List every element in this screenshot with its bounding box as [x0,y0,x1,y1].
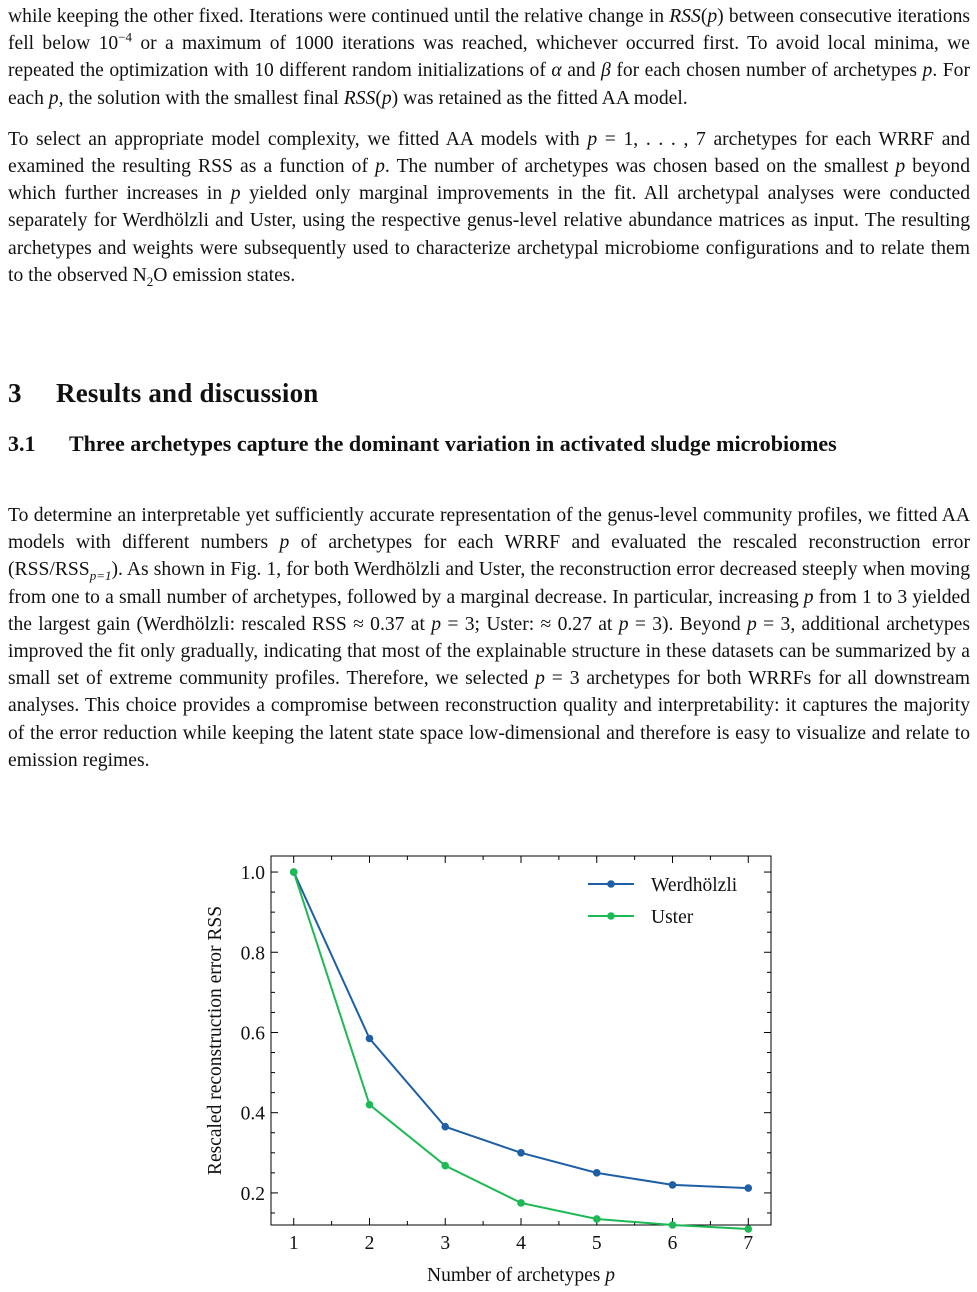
y-tick-label: 1.0 [240,863,265,885]
x-tick-label: 5 [591,1233,602,1254]
plot-frame [271,856,771,1225]
y-tick-label: 0.4 [240,1103,265,1125]
data-point [441,1123,449,1131]
paragraph-1: while keeping the other fixed. Iterations were continued until the relative change in RSS(p) between consecutive iterations fell below $10^{-4}$ or a maximum of 1000 iterations was reached, whichever occurred first. To avoid local minima, we repeated the optimization with 10 different random initializations of α and β for each chosen number of archetypes p. For each p, the solution with the smallest final RSS(p) was retained as the fitted AA model. [8,6,970,109]
paragraph-3: To determine an interpretable yet sufficiently accurate representation of the genus-level community profiles, we fitted AA models with different numbers p of archetypes for each WRRF and evaluated the rescaled reconstruction error $(RSS/RSS_{p=1})$. As shown in Fig. 1, for both Werdhölzli and Uster, the reconstruction error decreased steeply when moving from one to a small number of archetypes, followed by a marginal decrease. In particular, increasing p from 1 to 3 yielded the largest gain (Werdhölzli: rescaled RSS ≈ 0.37 at p = 3; Uster: ≈ 0.27 at p = 3). Beyond p = 3, additional archetypes improved the fit only gradually, indicating that most of the explainable structure in these datasets can be summarized by a small set of extreme community profiles. Therefore, we selected p = 3 archetypes for both WRRFs for all downstream analyses. This choice provides a compromise between reconstruction quality and interpretability: it captures the majority of the error reduction while keeping the latent state space low-dimensional and therefore is easy to visualize and relate to emission regimes. [8,505,971,771]
data-point [366,1101,374,1109]
data-point [366,1035,374,1043]
y-tick-label: 0.8 [240,943,265,965]
paper-page [8,0,971,771]
data-point [593,1215,601,1223]
data-point [441,1162,449,1170]
x-axis-label: Number of archetypes p [427,1265,615,1286]
data-point [744,1225,752,1233]
data-point [517,1149,525,1157]
x-tick-label: 1 [288,1233,299,1254]
x-axis-label-variable: p [605,1265,615,1286]
x-tick-label: 2 [364,1233,375,1254]
x-tick-label: 4 [516,1233,526,1254]
subsection-number: 3.1 [8,431,36,456]
data-point [669,1181,677,1189]
rss-line-chart [0,850,977,1292]
x-tick-label: 6 [667,1233,678,1254]
y-tick-label: 0.2 [240,1183,265,1205]
data-point [593,1169,601,1177]
y-axis-label: Rescaled reconstruction error RSS [205,905,226,1176]
legend-marker [607,880,615,888]
legend-label: Werdhölzli [651,875,738,896]
x-tick-label: 7 [743,1233,754,1254]
section-number: 3 [8,378,22,408]
legend-label: Uster [651,907,694,928]
data-point [517,1199,525,1207]
subsection-title: Three archetypes capture the dominant variation in activated sludge microbiomes [69,431,837,456]
data-point [669,1221,677,1229]
section-title: Results and discussion [56,378,319,408]
x-tick-label: 3 [440,1233,451,1254]
data-point [290,868,298,876]
data-point [744,1184,752,1192]
paragraph-2: To select an appropriate model complexity, we fitted AA models with p = 1, . . . , 7 archetypes for each WRRF and examined the resulting RSS as a function of p. The number of archetypes was chosen based on the smallest p beyond which further increases in p yielded only marginal improvements in the fit. All archetypal analyses were conducted separately for Werdhölzli and Uster, using the respective genus-level relative abundance matrices as input. The resulting archetypes and weights were subsequently used to characterize archetypal microbiome configurations and to relate them to the observed $N_2O$ emission states. [8,128,970,289]
section-heading [8,378,319,409]
y-tick-label: 0.6 [240,1023,265,1045]
legend-marker [607,912,615,920]
subsection-heading [8,430,970,458]
